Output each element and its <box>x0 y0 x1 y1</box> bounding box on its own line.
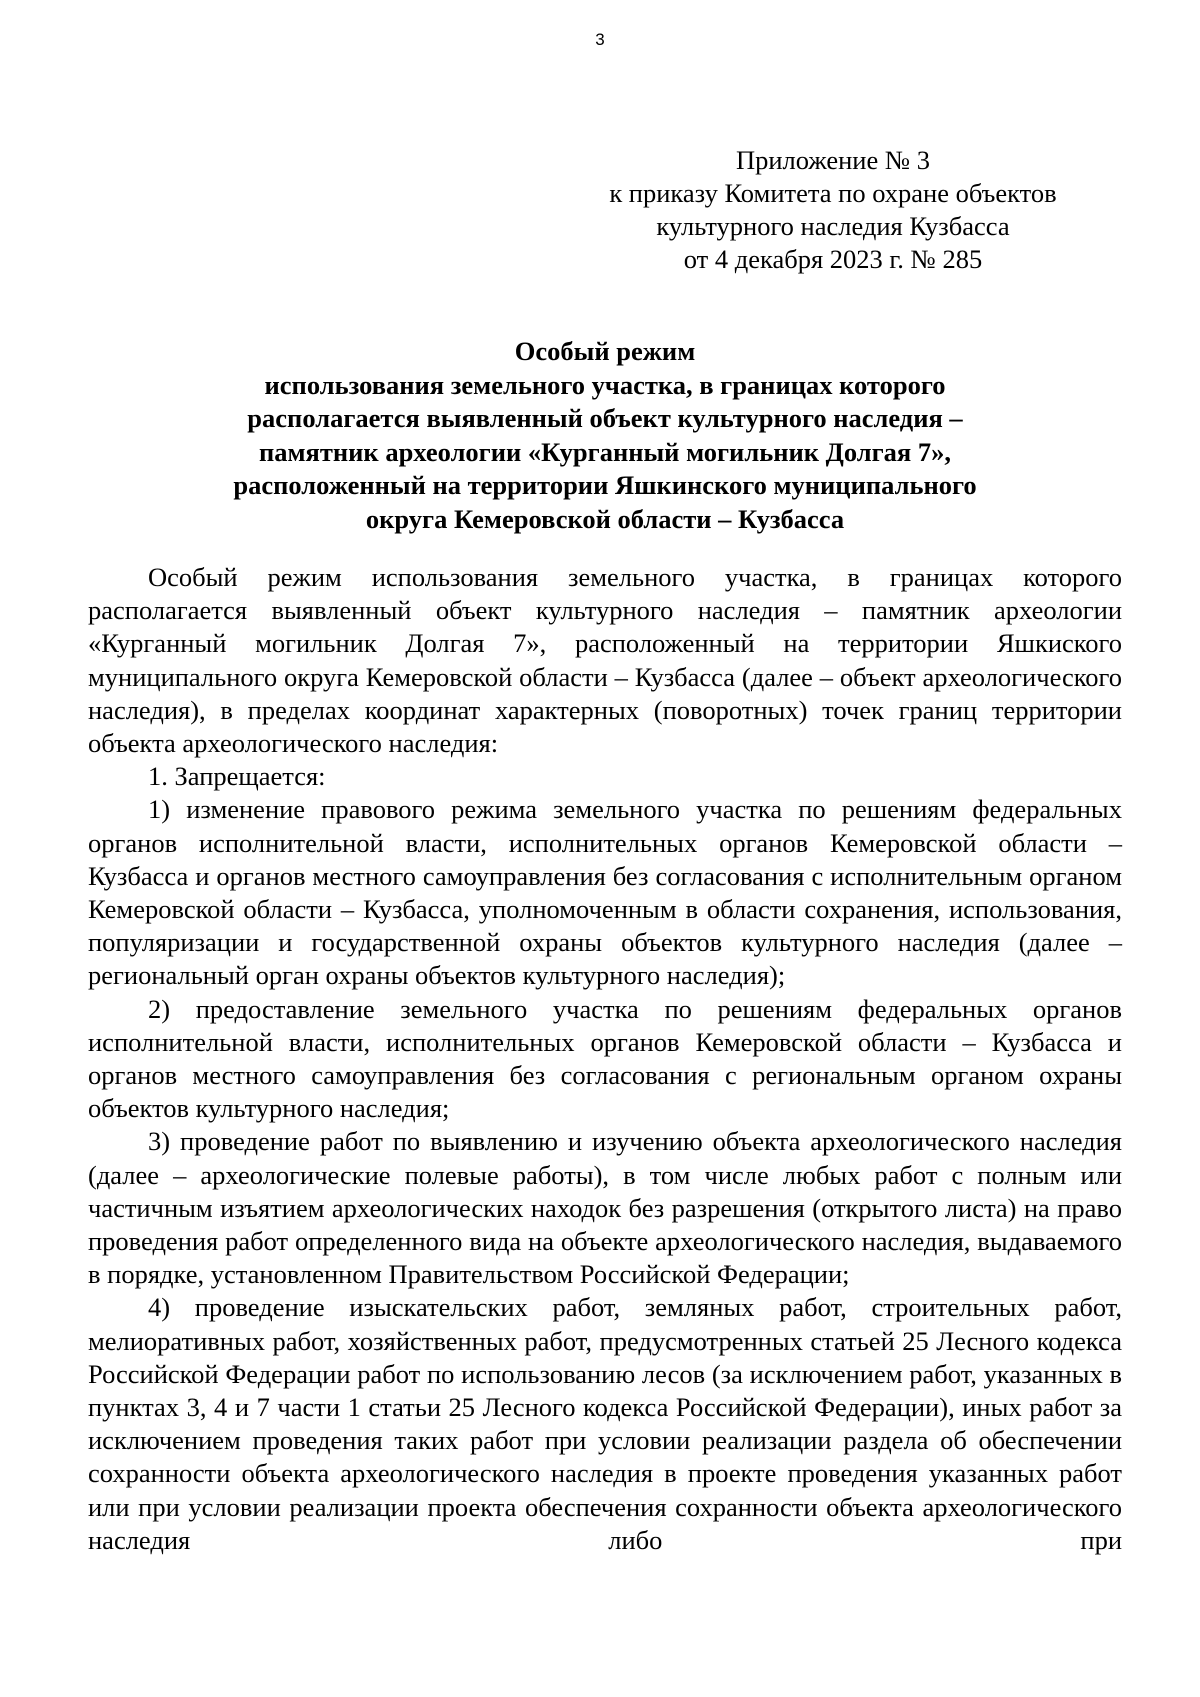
page-number: 3 <box>595 30 605 49</box>
title-line: памятник археологии «Курганный могильник Долгая 7», <box>258 436 952 467</box>
appendix-line: Приложение № 3 <box>735 145 930 175</box>
title-line: располагается выявленный объект культурного наследия – <box>247 403 963 433</box>
title-line: округа Кемеровской области – Кузбасса <box>365 503 845 534</box>
body-paragraph-item-1: 1) изменение правового режима земельного участка по решениям федеральных органов исполнительной власти, исполнительных органов Кемеровской области – Кузбасса и органов местного самоуправления без согласования с исполнительным органом Кемеровской области – Кузбасса, уполномоченным в области сохранения, использования, популяризации и государственной охраны объектов культурного наследия (далее – региональный орган охраны объектов культурного наследия); <box>88 794 1122 991</box>
appendix-line: от 4 декабря 2023 г. № 285 <box>683 244 983 274</box>
body-paragraph-item-3: 3) проведение работ по выявлению и изучению объекта археологического наследия (далее – археологические полевые работы), в том числе любых работ с полным или частичным изъятием археологических находок без разрешения (открытого листа) на право проведения работ определенного вида на объекте археологического наследия, выдаваемого в порядке, установленном Правительством Российской Федерации; <box>88 1126 1122 1290</box>
body-paragraph-prohibited: 1. Запрещается: <box>148 761 326 792</box>
body-paragraph-item-2: 2) предоставление земельного участка по решениям федеральных органов исполнительной власти, исполнительных органов Кемеровской области – Кузбасса и органов местного самоуправления без согласования с региональным органом охраны объектов культурного наследия; <box>88 993 1122 1124</box>
appendix-header <box>583 144 1083 276</box>
title-line: использования земельного участка, в границах которого <box>264 369 946 400</box>
document-title <box>88 335 1122 536</box>
body-paragraph-item-4: 4) проведение изыскательских работ, земляных работ, строительных работ, мелиоративных работ, хозяйственных работ, предусмотренных статьей 25 Лесного кодекса Российской Федерации работ по использованию лесов (за исключением работ, указанных в пунктах 3, 4 и 7 части 1 статьи 25 Лесного кодекса Российской Федерации), иных работ за исключением проведения таких работ при условии реализации раздела об обеспечении сохранности объекта археологического наследия в проекте проведения указанных работ или при условии реализации проекта обеспечения сохранности объекта археологического наследия либо при <box>88 1292 1122 1555</box>
appendix-line: к приказу Комитета по охране объектов <box>609 178 1057 208</box>
appendix-line: культурного наследия Кузбасса <box>656 211 1010 241</box>
body-paragraph-intro: Особый режим использования земельного участка, в границах которого располагается выявленный объект культурного наследия – памятник археологии «Курганный могильник Долгая 7», расположенный на территории Яшкиского муниципального округа Кемеровской области – Кузбасса (далее – объект археологического наследия), в пределах координат характерных (поворотных) точек границ территории объекта археологического наследия: <box>88 562 1122 759</box>
title-line: Особый режим <box>514 336 696 366</box>
document-body <box>88 561 1122 1557</box>
title-line: расположенный на территории Яшкинского муниципального <box>233 470 977 500</box>
